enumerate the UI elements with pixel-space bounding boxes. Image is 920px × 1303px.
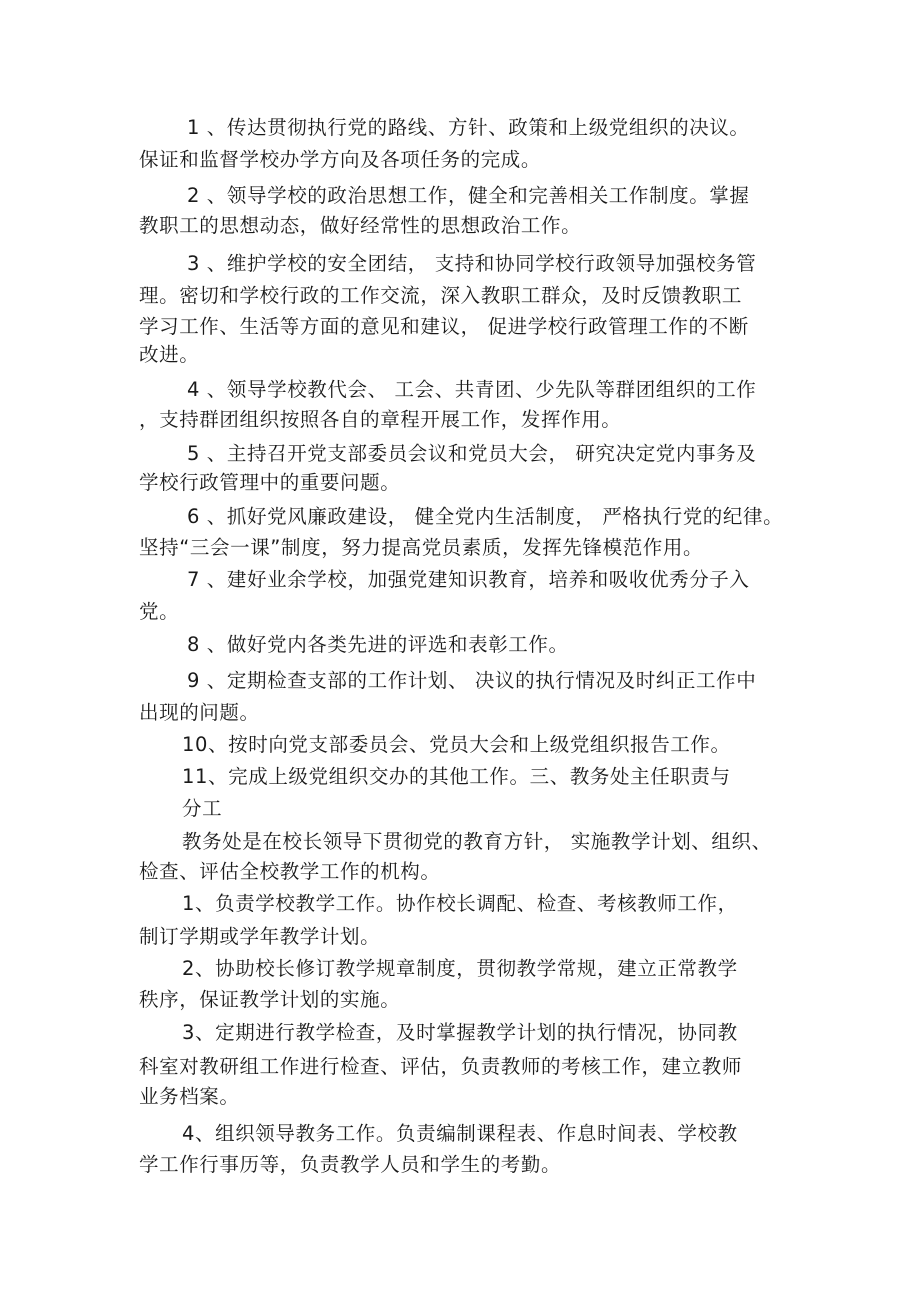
text-line: 学习工作、生活等方面的意见和建议， 促进学校行政管理工作的不断 xyxy=(139,315,749,338)
text-line: 3、定期进行教学检查，及时掌握教学计划的执行情况，协同教 xyxy=(182,1021,738,1044)
text-line: 教务处是在校长领导下贯彻党的教育方针， 实施教学计划、组织、 xyxy=(182,830,772,853)
text-line: 保证和监督学校办学方向及各项任务的完成。 xyxy=(139,148,542,171)
text-line: 11、完成上级党组织交办的其他工作。三、教务处主任职责与 xyxy=(182,765,731,788)
text-line: 2 、领导学校的政治思想工作，健全和完善相关工作制度。掌握 xyxy=(187,184,750,207)
text-line: 改进。 xyxy=(139,343,200,366)
text-line: 党。 xyxy=(139,600,180,623)
text-line: 业务档案。 xyxy=(139,1085,240,1108)
text-line: 秩序，保证教学计划的实施。 xyxy=(139,988,401,1011)
text-line: 9 、定期检查支部的工作计划、 决议的执行情况及时纠正工作中 xyxy=(187,669,757,692)
text-line: 检查、评估全校教学工作的机构。 xyxy=(139,860,441,883)
text-line: 学工作行事历等，负责教学人员和学生的考勤。 xyxy=(139,1153,562,1176)
text-line: 4、组织领导教务工作。负责编制课程表、作息时间表、学校教 xyxy=(182,1122,738,1145)
text-line: 1 、传达贯彻执行党的路线、方针、政策和上级党组织的决议。 xyxy=(187,116,750,139)
text-line: 6 、抓好党风廉政建设， 健全党内生活制度， 严格执行党的纪律。 xyxy=(187,505,784,528)
text-line: 理。密切和学校行政的工作交流，深入教职工群众，及时反馈教职工 xyxy=(139,284,743,307)
text-line: 7 、建好业余学校，加强党建知识教育，培养和吸收优秀分子入 xyxy=(187,568,750,591)
text-line: 出现的问题。 xyxy=(139,701,260,724)
text-line: 制订学期或学年教学计划。 xyxy=(139,925,381,948)
text-line: 10、按时向党支部委员会、党员大会和上级党组织报告工作。 xyxy=(182,733,731,756)
text-line: 8 、做好党内各类先进的评选和表彰工作。 xyxy=(187,633,569,656)
text-line: 科室对教研组工作进行检查、评估，负责教师的考核工作，建立教师 xyxy=(139,1055,743,1078)
text-line: ，支持群团组织按照各自的章程开展工作，发挥作用。 xyxy=(139,408,622,431)
text-line: 5 、主持召开党支部委员会议和党员大会， 研究决定党内事务及 xyxy=(187,442,757,465)
text-line: 3 、维护学校的安全团结， 支持和协同学校行政领导加强校务管 xyxy=(187,252,757,275)
text-line: 2、协助校长修订教学规章制度，贯彻教学常规，建立正常教学 xyxy=(182,957,738,980)
text-line: 坚持“三会一课”制度，努力提高党员素质，发挥先锋模范作用。 xyxy=(139,536,704,559)
text-line: 分工 xyxy=(182,797,223,820)
text-line: 教职工的思想动态，做好经常性的思想政治工作。 xyxy=(139,214,582,237)
text-line: 1、负责学校教学工作。协作校长调配、检查、考核教师工作， xyxy=(182,892,738,915)
text-line: 4 、领导学校教代会、 工会、共青团、少先队等群团组织的工作 xyxy=(187,378,757,401)
text-line: 学校行政管理中的重要问题。 xyxy=(139,471,401,494)
